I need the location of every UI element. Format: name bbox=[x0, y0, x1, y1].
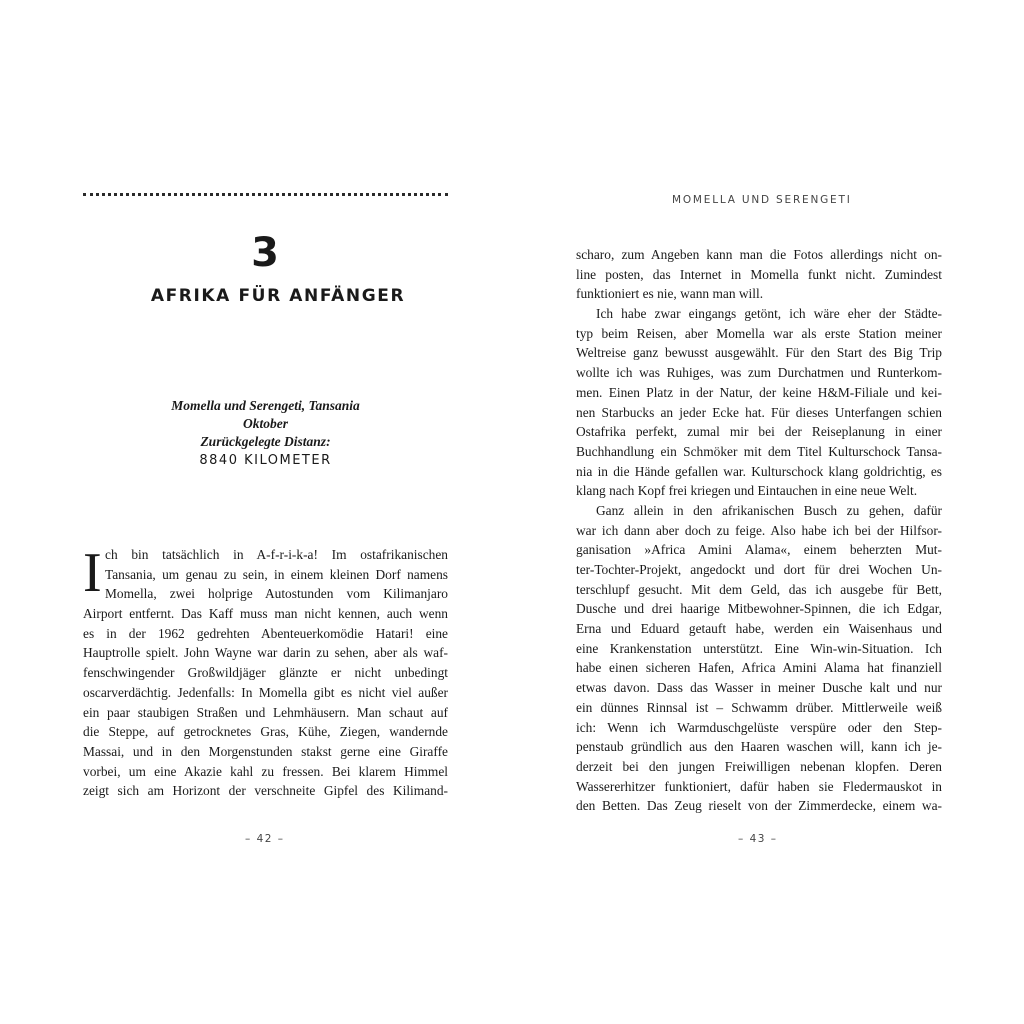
text-line: Ostafrika perfekt, zumal mir bei der Reiseplanung in einer bbox=[576, 424, 942, 440]
meta-distance-label: Zurückgelegte Distanz: bbox=[200, 434, 331, 449]
meta-distance-value: 8840 KILOMETER bbox=[199, 453, 332, 468]
text-line: penstaub gründlich aus den Haaren waschen will, kann ich je- bbox=[576, 739, 942, 755]
text-line: die Steppe, auf getrocknetes Gras, Kühe, Ziegen, wandernde bbox=[83, 724, 448, 740]
page-number-right: – 43 – bbox=[738, 833, 778, 845]
text-line: terschlupf gesucht. Mit dem Geld, das ich ausgebe für Bett, bbox=[576, 581, 942, 597]
text-line: oscarverdächtig. Jedenfalls: In Momella gibt es nicht viel außer bbox=[83, 684, 448, 700]
dotted-rule bbox=[83, 193, 448, 196]
drop-cap: I bbox=[83, 542, 102, 604]
text-line: Weltreise ganz bewusst ausgewählt. Für den Start des Big Trip bbox=[576, 345, 942, 361]
text-line: typ beim Reisen, aber Momella war als erste Station meiner bbox=[576, 325, 942, 341]
text-line: Dusche und drei haarige Mitbewohner-Spinnen, die ich Edgar, bbox=[576, 601, 942, 617]
text-line: fenschwingender Großwildjäger glänzte er nicht unbedingt bbox=[83, 665, 448, 681]
text-line: wollte ich was Ruhiges, was zum Durchatmen und Runterkom- bbox=[576, 365, 942, 381]
text-line: ein dünnes Rinnsal ist – Schwamm drüber. Mittlerweile weiß bbox=[576, 699, 942, 715]
text-line: Erna und Eduard getauft habe, werden ein Waisenhaus und bbox=[576, 621, 942, 637]
text-line: ein paar staubigen Straßen und Lehmhäusern. Man schaut auf bbox=[83, 704, 448, 720]
text-line: Ich habe zwar eingangs getönt, ich wäre eher der Städte- bbox=[596, 306, 942, 322]
left-body-text bbox=[83, 542, 448, 801]
text-line: Tansania, um genau zu sein, in einem kleinen Dorf namens bbox=[105, 566, 448, 582]
text-line: ich: Wenn ich Warmduschgelüste verspüre oder den Step- bbox=[576, 719, 942, 735]
text-line: vorbei, um eine Akazie kahl zu fressen. Bei klarem Himmel bbox=[83, 763, 448, 779]
text-line: eine Krankenstation unterstützt. Eine Win-win-Situation. Ich bbox=[576, 640, 942, 656]
text-line: war ich dann aber doch zu feige. Also habe ich bei der Hilfsor- bbox=[576, 522, 942, 538]
chapter-title: AFRIKA FÜR ANFÄNGER bbox=[150, 286, 406, 306]
text-line: funktioniert es nie, wann man will. bbox=[576, 286, 764, 302]
meta-month: Oktober bbox=[243, 416, 288, 431]
text-line: es in der 1962 gedrehten Abenteuerkomödie Hatari! eine bbox=[83, 625, 448, 641]
text-line: ch bin tatsächlich in A-f-r-i-k-a! Im ostafrikanischen bbox=[105, 547, 448, 562]
meta-location: Momella und Serengeti, Tansania bbox=[171, 398, 360, 413]
running-head: MOMELLA UND SERENGETI bbox=[672, 194, 852, 206]
text-line: Buchhandlung ein Schmöker mit dem Titel Kulturschock Tansa- bbox=[576, 443, 942, 459]
text-line: nia in die Hände gefallen war. Kulturschock klang goldrichtig, es bbox=[576, 463, 942, 479]
text-line: derzeit bei den jungen Freiwilligen nebenan klopfen. Deren bbox=[576, 758, 942, 774]
text-line: Momella, zwei holprige Autostunden vom Kilimanjaro bbox=[105, 586, 448, 602]
text-line: etwas davon. Dass das Wasser in meiner Dusche kalt und nur bbox=[576, 680, 942, 696]
chapter-number: 3 bbox=[251, 230, 279, 276]
text-line: Wassererhitzer funktioniert, dafür haben sie Fledermauskot in bbox=[576, 778, 942, 794]
right-body-text bbox=[576, 245, 942, 816]
text-line: ganisation »Africa Amini Alama«, einem beherzten Mut- bbox=[576, 542, 942, 558]
text-line: nen Starbucks an jeder Ecke hat. Für dieses Unterfangen schien bbox=[576, 404, 942, 420]
text-line: Hauptrolle spielt. John Wayne war darin zu sehen, aber als waf- bbox=[83, 645, 448, 661]
text-line: Massai, und in den Morgenstunden stakst gerne eine Giraffe bbox=[83, 743, 448, 759]
page-number-left: – 42 – bbox=[245, 833, 285, 845]
text-line: zeigt sich am Horizont der verschneite Gipfel des Kilimand- bbox=[83, 783, 448, 799]
text-line: scharo, zum Angeben kann man die Fotos allerdings nicht on- bbox=[576, 247, 942, 262]
text-line: Airport entfernt. Das Kaff muss man nicht kennen, auch wenn bbox=[83, 606, 448, 622]
text-line: habe einen sicheren Hafen, Africa Amini Alama hat finanziell bbox=[576, 660, 942, 676]
text-line: line posten, das Internet in Momella funkt nicht. Zumindest bbox=[576, 266, 942, 282]
text-line: klang nach Kopf frei kriegen und Eintauchen in eine neue Welt. bbox=[576, 483, 918, 499]
text-line: ter-Tochter-Projekt, angedockt und dort für drei Wochen Un- bbox=[576, 562, 942, 577]
text-line: Ganz allein in den afrikanischen Busch zu gehen, dafür bbox=[596, 502, 942, 518]
text-line: den Betten. Das Zeug rieselt von der Zimmerdecke, einem wa- bbox=[576, 798, 942, 814]
text-line: men. Einen Platz in der Natur, der keine H&M-Filiale und kei- bbox=[576, 384, 942, 400]
